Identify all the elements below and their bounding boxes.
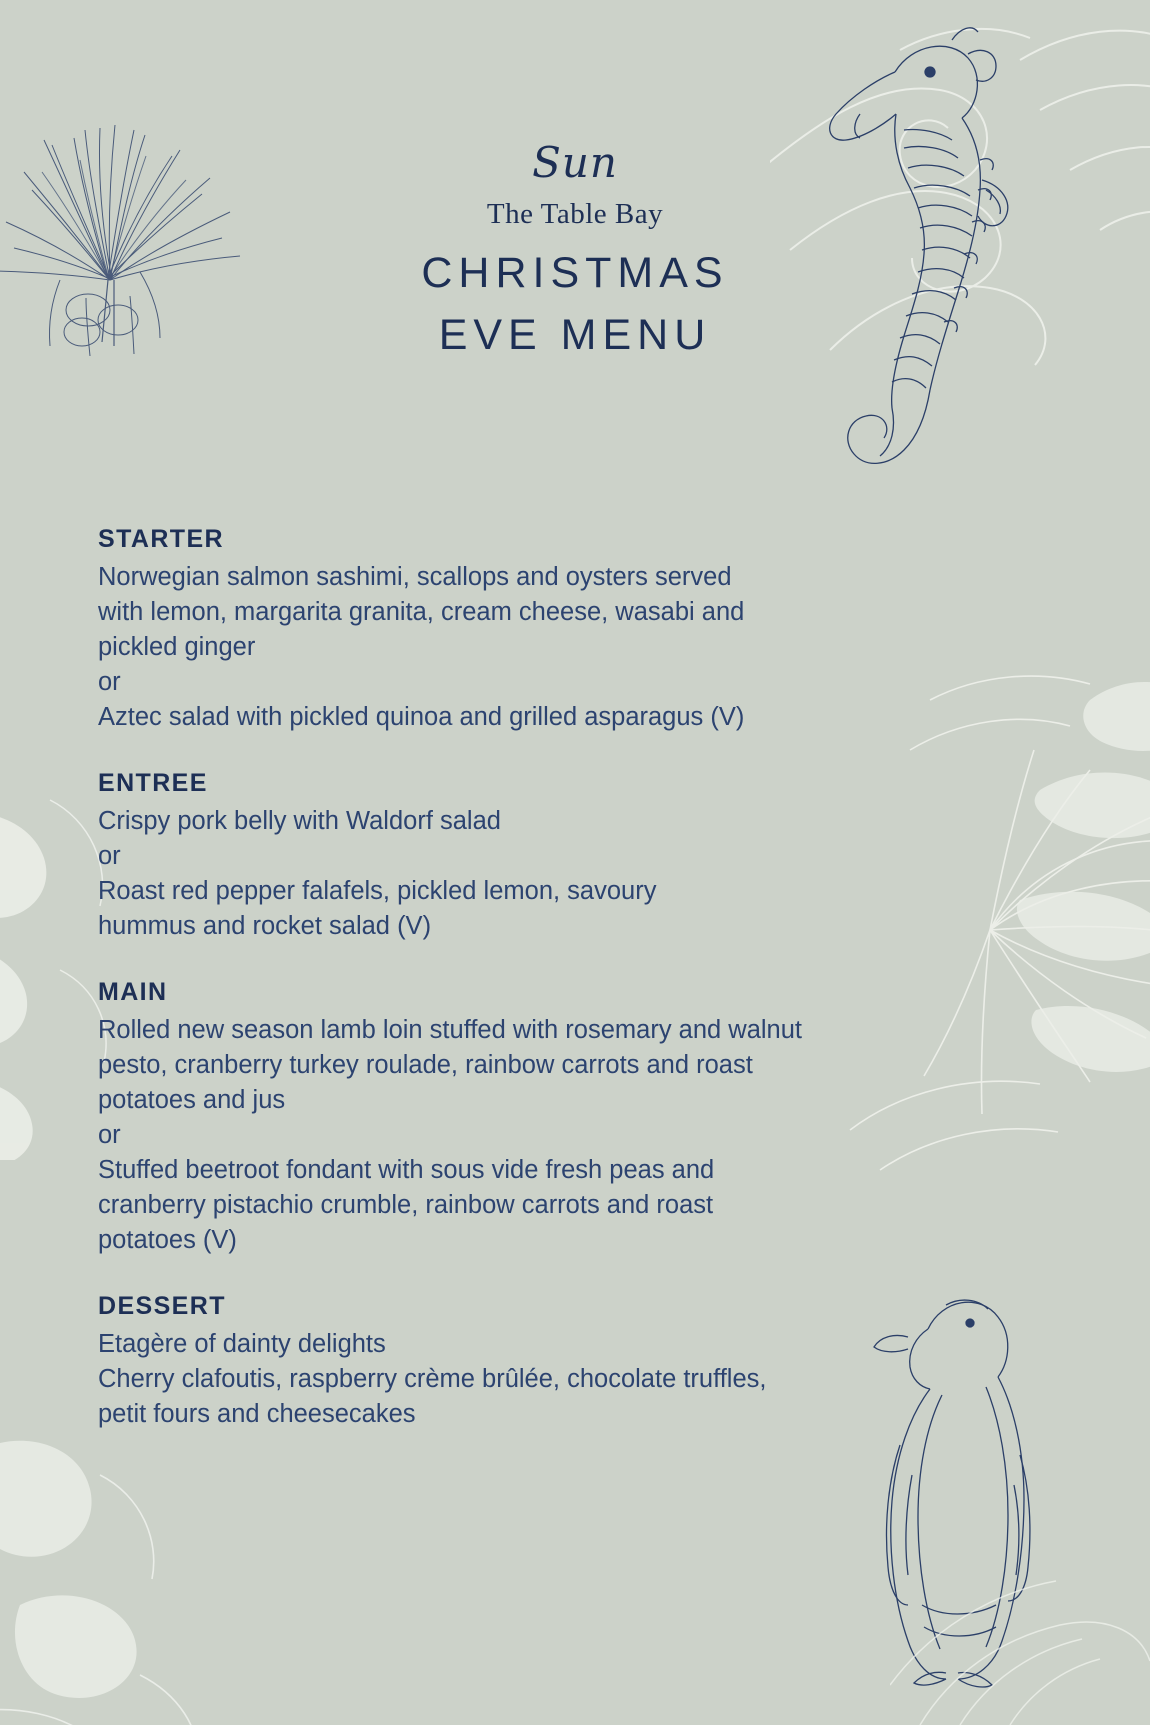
course-title-starter: STARTER <box>98 525 224 553</box>
coral-line-illustration <box>890 1425 1150 1725</box>
course-line: pesto, cranberry turkey roulade, rainbow carrots and roast <box>98 1051 753 1079</box>
course-line: potatoes (V) <box>98 1226 237 1254</box>
course-line: Rolled new season lamb loin stuffed with rosemary and walnut <box>98 1016 802 1044</box>
menu-courses <box>98 525 928 1466</box>
course-title-main: MAIN <box>98 978 168 1006</box>
course-line: petit fours and cheesecakes <box>98 1400 416 1428</box>
course-line-or: or <box>98 842 121 870</box>
course-main <box>98 978 928 1258</box>
menu-title-line2: EVE MENU <box>438 311 712 359</box>
course-line: Stuffed beetroot fondant with sous vide fresh peas and <box>98 1156 715 1184</box>
course-line: Norwegian salmon sashimi, scallops and oysters served <box>98 563 732 591</box>
course-line: pickled ginger <box>98 633 256 661</box>
course-line: Aztec salad with pickled quinoa and grilled asparagus (V) <box>98 703 745 731</box>
course-line: Roast red pepper falafels, pickled lemon, savoury <box>98 877 657 905</box>
course-line: with lemon, margarita granita, cream cheese, wasabi and <box>98 598 745 626</box>
course-line: Cherry clafoutis, raspberry crème brûlée, chocolate truffles, <box>98 1365 767 1393</box>
course-line: hummus and rocket salad (V) <box>98 912 432 940</box>
course-entree <box>98 769 928 944</box>
menu-title-line1: CHRISTMAS <box>421 249 729 297</box>
course-dessert <box>98 1292 928 1432</box>
course-starter <box>98 525 928 735</box>
course-line: cranberry pistachio crumble, rainbow carrots and roast <box>98 1191 714 1219</box>
menu-header <box>0 140 1150 360</box>
course-line-or: or <box>98 1121 121 1149</box>
brand-script-logo: Sun <box>532 138 618 187</box>
course-title-dessert: DESSERT <box>98 1292 226 1320</box>
course-line: Etagère of dainty delights <box>98 1330 386 1358</box>
course-line-or: or <box>98 668 121 696</box>
course-title-entree: ENTREE <box>98 769 208 797</box>
brand-name: The Table Bay <box>486 198 664 230</box>
course-line: potatoes and jus <box>98 1086 286 1114</box>
course-line: Crispy pork belly with Waldorf salad <box>98 807 501 835</box>
